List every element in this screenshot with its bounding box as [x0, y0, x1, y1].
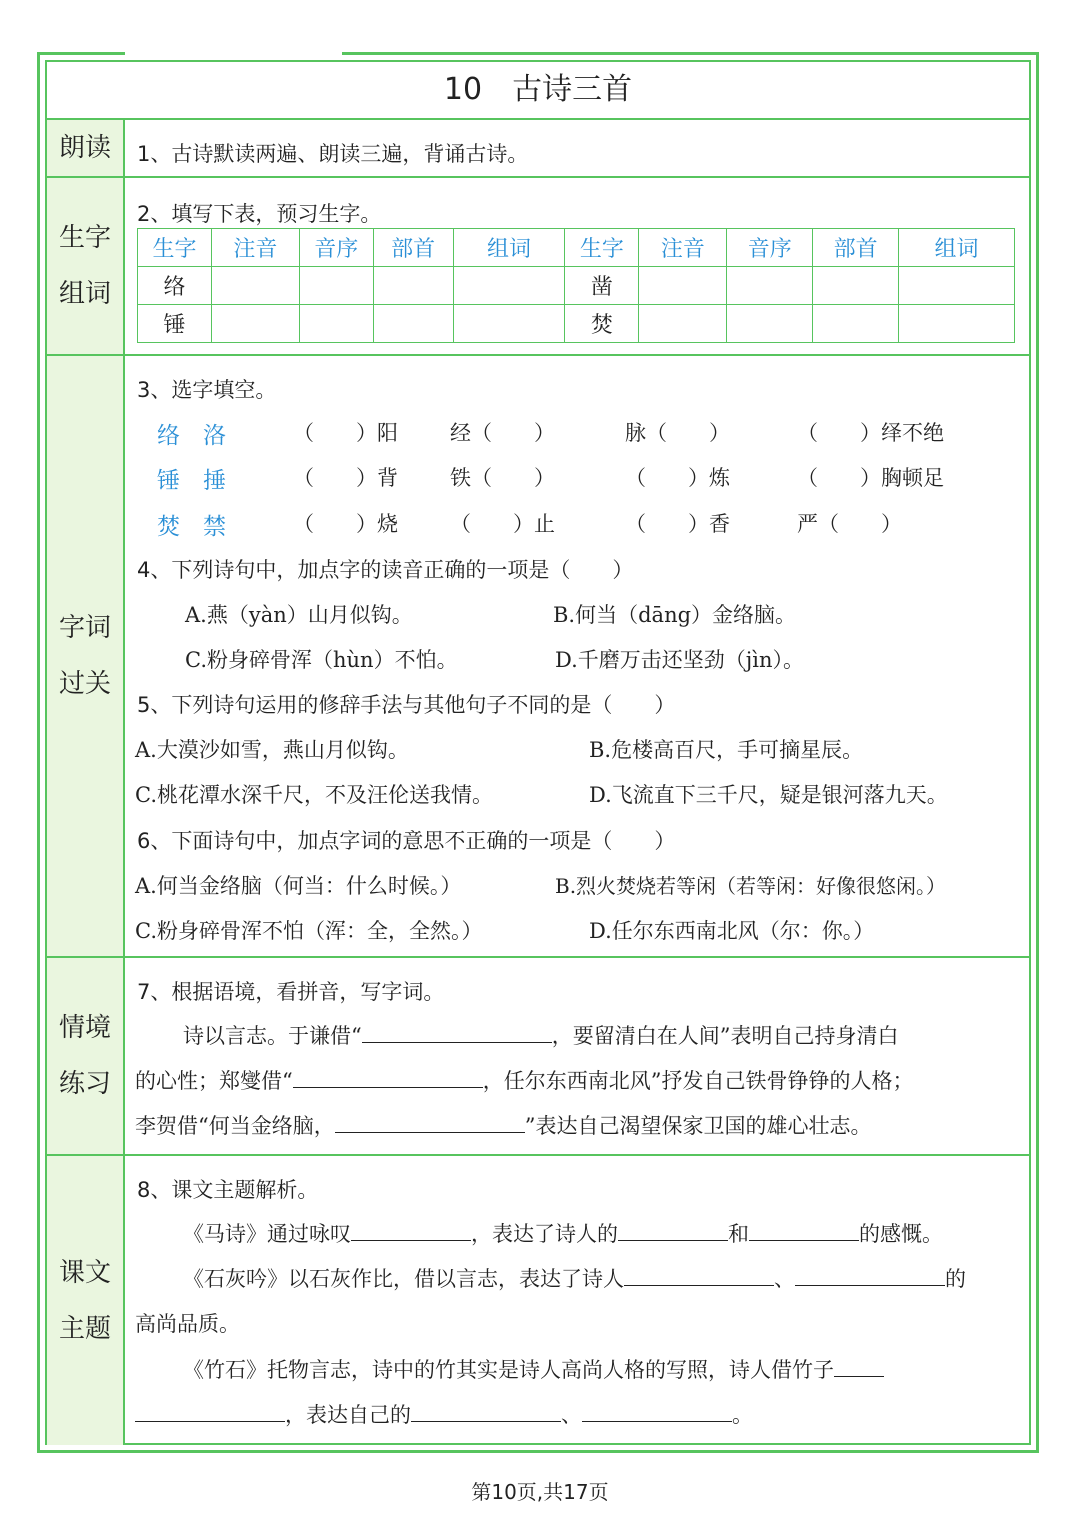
context-line-1 [183, 1020, 898, 1050]
answer-blank[interactable] [749, 1218, 859, 1241]
question-2: 2、填写下表，预习生字。 [137, 202, 382, 226]
text-segment: ，表达了诗人的 [471, 1222, 618, 1246]
context-line-3 [135, 1110, 871, 1140]
text-segment: 《马诗》通过咏叹 [183, 1222, 351, 1246]
label-line: 情境 [58, 1013, 111, 1043]
context-line-2 [135, 1065, 913, 1095]
section-label [47, 958, 125, 1154]
option-a[interactable]: A.大漠沙如雪，燕山月似钩。 [135, 738, 409, 762]
section-label [47, 1156, 125, 1445]
option-d[interactable]: D.任尔东西南北风（尔：你。） [589, 919, 875, 943]
character-cell: 焚 [565, 305, 639, 343]
question-4: 4、下列诗句中，加点字的读音正确的一项是（ ） [137, 558, 634, 582]
fill-blank[interactable]: （ ）烧 [293, 512, 398, 536]
text-segment: ”表达自己渴望保家卫国的雄心壮志。 [524, 1114, 872, 1138]
text-segment: 、 [774, 1267, 795, 1291]
fill-blank[interactable]: （ ）阳 [293, 421, 398, 445]
blank-cell[interactable] [639, 267, 727, 305]
frame-gap [125, 48, 342, 58]
char-pair: 锤 捶 [157, 468, 226, 494]
section-langdu [47, 118, 1029, 176]
text-segment: 的感慨。 [859, 1222, 943, 1246]
section-label [47, 178, 125, 354]
blank-cell[interactable] [813, 267, 899, 305]
table-header-row [138, 229, 1015, 267]
char-pair: 焚 禁 [157, 514, 226, 540]
answer-blank[interactable] [293, 1065, 483, 1088]
blank-cell[interactable] [727, 267, 813, 305]
theme-line-4 [183, 1354, 884, 1384]
label-line: 课文 [58, 1257, 111, 1288]
section-label [47, 356, 125, 956]
table-header: 音序 [299, 229, 373, 267]
text-segment: ，表达自己的 [285, 1403, 411, 1427]
answer-blank[interactable] [411, 1399, 561, 1422]
option-a[interactable]: A.何当金络脑（何当：什么时候。） [135, 874, 462, 898]
character-cell: 凿 [565, 267, 639, 305]
answer-blank[interactable] [362, 1020, 552, 1043]
option-d[interactable]: D.千磨万击还坚劲（jìn）。 [555, 648, 805, 672]
fill-blank[interactable]: （ ）绎不绝 [797, 421, 944, 445]
section-shengzi [47, 176, 1029, 354]
text-segment: 《石灰吟》以石灰作比，借以言志，表达了诗人 [183, 1267, 624, 1291]
table-header: 部首 [373, 229, 453, 267]
fill-blank[interactable]: （ ）香 [625, 512, 730, 536]
text-segment: 和 [728, 1222, 749, 1246]
blank-cell[interactable] [899, 305, 1015, 343]
blank-cell[interactable] [453, 305, 565, 343]
section-qingjing [47, 956, 1029, 1154]
table-header: 组词 [899, 229, 1015, 267]
table-header: 部首 [813, 229, 899, 267]
option-c[interactable]: C.桃花潭水深千尺，不及汪伦送我情。 [135, 783, 493, 807]
option-c[interactable]: C.粉身碎骨浑（hùn）不怕。 [185, 648, 458, 672]
section-label [47, 120, 125, 176]
label-line: 生字 [58, 223, 111, 253]
blank-cell[interactable] [899, 267, 1015, 305]
character-cell: 络 [138, 267, 212, 305]
blank-cell[interactable] [727, 305, 813, 343]
table-header: 生字 [138, 229, 212, 267]
text-segment: ，要留清白在人间”表明自己持身清白 [551, 1024, 899, 1048]
fill-blank[interactable]: （ ）炼 [625, 466, 730, 490]
label-line: 主题 [58, 1313, 111, 1344]
fill-blank[interactable]: 严（ ） [797, 512, 902, 536]
section-zici [47, 354, 1029, 956]
answer-blank[interactable] [834, 1354, 884, 1377]
text-segment: ，任尔东西南北风”抒发自己铁骨铮铮的人格； [482, 1069, 914, 1093]
answer-blank[interactable] [624, 1263, 774, 1286]
table-header: 音序 [727, 229, 813, 267]
answer-blank[interactable] [135, 1399, 285, 1422]
fill-blank[interactable]: （ ）背 [293, 466, 398, 490]
theme-line-3: 高尚品质。 [135, 1312, 240, 1336]
label-line: 组词 [58, 279, 111, 309]
fill-blank[interactable]: 脉（ ） [625, 421, 730, 445]
answer-blank[interactable] [582, 1399, 732, 1422]
table-row [138, 267, 1015, 305]
table-header: 注音 [639, 229, 727, 267]
text-segment: 、 [561, 1403, 582, 1427]
table-header: 注音 [211, 229, 299, 267]
fill-blank[interactable]: 铁（ ） [450, 466, 555, 490]
label-line: 过关 [58, 669, 111, 699]
question-3: 3、选字填空。 [137, 378, 277, 402]
page-title: 10 古诗三首 [443, 72, 633, 107]
blank-cell[interactable] [453, 267, 565, 305]
theme-line-1 [183, 1218, 943, 1248]
answer-blank[interactable] [351, 1218, 471, 1241]
blank-cell[interactable] [373, 267, 453, 305]
question-7: 7、根据语境，看拼音，写字词。 [137, 980, 445, 1004]
answer-blank[interactable] [795, 1263, 945, 1286]
table-row [138, 305, 1015, 343]
option-c[interactable]: C.粉身碎骨浑不怕（浑：全，全然。） [135, 919, 483, 943]
fill-blank[interactable]: （ ）胸顿足 [797, 466, 944, 490]
theme-line-2 [183, 1263, 966, 1293]
text-segment: 李贺借“何当金络脑， [135, 1114, 335, 1138]
theme-line-5 [135, 1399, 753, 1429]
question-6: 6、下面诗句中，加点字词的意思不正确的一项是（ ） [137, 829, 676, 853]
fill-blank[interactable]: 经（ ） [450, 421, 555, 445]
blank-cell[interactable] [211, 267, 299, 305]
fill-blank[interactable]: （ ）止 [450, 512, 555, 536]
blank-cell[interactable] [299, 267, 373, 305]
label-line: 字词 [58, 613, 111, 643]
option-b[interactable]: B.危楼高百尺，手可摘星辰。 [589, 738, 864, 762]
text-segment: 诗以言志。于谦借“ [183, 1024, 362, 1048]
text-segment: 。 [732, 1403, 753, 1427]
blank-cell[interactable] [299, 305, 373, 343]
blank-cell[interactable] [373, 305, 453, 343]
blank-cell[interactable] [639, 305, 727, 343]
question-8: 8、课文主题解析。 [137, 1178, 319, 1202]
option-b[interactable]: B.烈火焚烧若等闲（若等闲：好像很悠闲。） [555, 874, 947, 898]
table-header: 组词 [453, 229, 565, 267]
text-segment: 的 [945, 1267, 966, 1291]
label-line: 朗读 [58, 133, 111, 163]
table-header: 生字 [565, 229, 639, 267]
question-1: 1、古诗默读两遍、朗读三遍，背诵古诗。 [137, 142, 529, 166]
option-b[interactable]: B.何当（dāng）金络脑。 [553, 603, 797, 627]
text-segment: 的心性；郑燮借“ [135, 1069, 293, 1093]
blank-cell[interactable] [211, 305, 299, 343]
text-segment: 《竹石》托物言志，诗中的竹其实是诗人高尚人格的写照，诗人借竹子 [183, 1358, 834, 1382]
answer-blank[interactable] [335, 1110, 525, 1133]
blank-cell[interactable] [813, 305, 899, 343]
section-zhuti [47, 1154, 1029, 1445]
character-table [137, 228, 1015, 343]
option-a[interactable]: A.燕（yàn）山月似钩。 [185, 603, 413, 627]
char-pair: 络 洛 [157, 423, 226, 449]
answer-blank[interactable] [618, 1218, 728, 1241]
character-cell: 锤 [138, 305, 212, 343]
label-line: 练习 [58, 1069, 111, 1099]
page-footer: 第10页,共17页 [471, 1480, 609, 1504]
option-d[interactable]: D.飞流直下三千尺，疑是银河落九天。 [589, 783, 948, 807]
question-5: 5、下列诗句运用的修辞手法与其他句子不同的是（ ） [137, 693, 676, 717]
